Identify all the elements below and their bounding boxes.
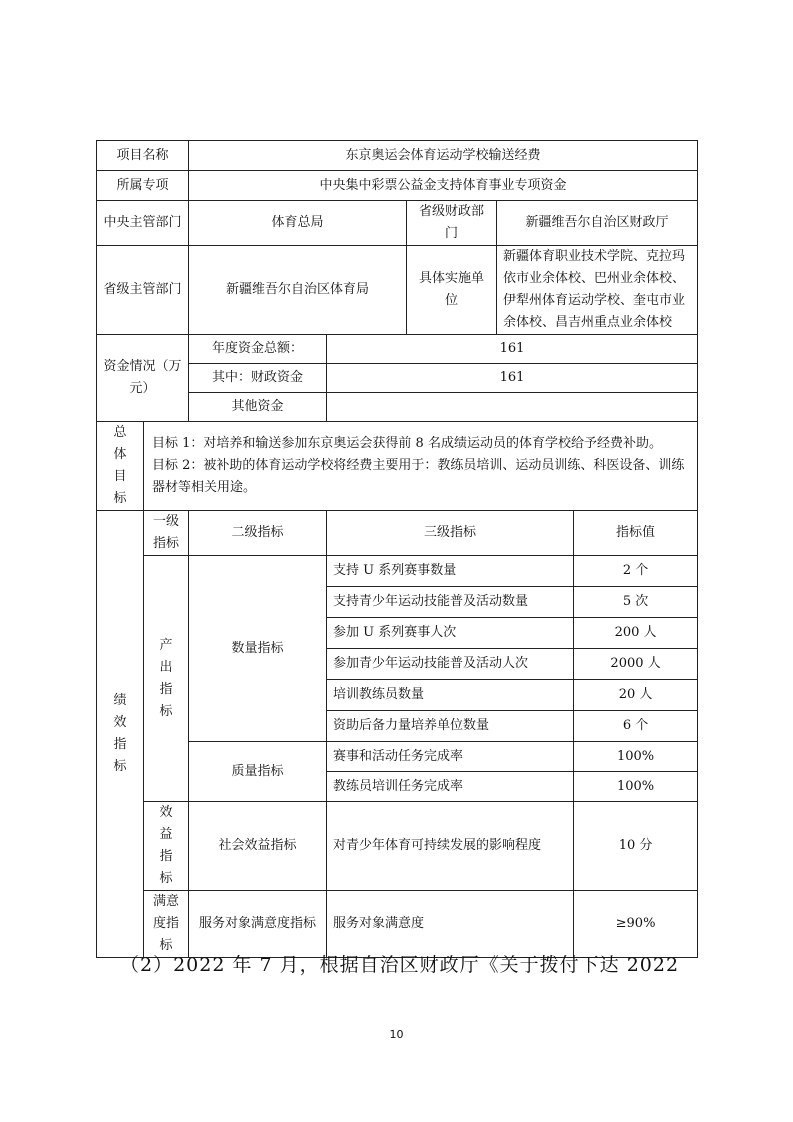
indicator-value: 20 人 (574, 680, 698, 711)
project-name-label: 项目名称 (97, 141, 189, 171)
impl-unit-value: 新疆体育职业技术学院、克拉玛依市业余体校、巴州业余体校、伊犁州体育运动学校、奎屯市业余体校、昌吉州重点业余体校 (497, 246, 698, 335)
indicator-name: 支持青少年运动技能普及活动数量 (327, 587, 574, 618)
indicator-name: 支持 U 系列赛事数量 (327, 556, 574, 587)
goal-1: 目标 1：对培养和输送参加东京奥运会获得前 8 名成绩运动员的体育学校给予经费补助。 (152, 436, 662, 451)
indicator-name: 参加青少年运动技能普及活动人次 (327, 649, 574, 680)
indicator-value: 100% (574, 772, 698, 802)
indicator-value: 5 次 (574, 587, 698, 618)
indicator-value: 2 个 (574, 556, 698, 587)
indicator-name: 培训教练员数量 (327, 680, 574, 711)
goals-label-text: 总 体 目 标 (113, 425, 127, 506)
output-label-text: 产 出 指 标 (159, 637, 173, 719)
special-fund-value: 中央集中彩票公益金支持体育事业专项资金 (189, 171, 698, 201)
quantity-label: 数量指标 (189, 556, 327, 742)
indicators-label (97, 511, 144, 958)
funds-label: 资金情况（万元） (97, 335, 189, 422)
prov-finance-label: 省级财政部门 (407, 201, 497, 246)
satisfaction-label: 满意度指标 (144, 891, 189, 958)
goals-content (144, 422, 698, 511)
header-level3: 三级指标 (327, 511, 574, 556)
header-level1: 一级指标 (144, 511, 189, 556)
indicator-value: 6 个 (574, 711, 698, 742)
page-number: 10 (389, 1028, 404, 1041)
header-level2: 二级指标 (189, 511, 327, 556)
funds-other-value (327, 393, 698, 422)
benefit-label (144, 802, 189, 891)
funds-fiscal-label: 其中：财政资金 (189, 364, 327, 393)
indicator-name: 教练员培训任务完成率 (327, 772, 574, 802)
indicator-name: 资助后备力量培养单位数量 (327, 711, 574, 742)
service-satisfaction-label: 服务对象满意度指标 (189, 891, 327, 958)
benefit-label-text: 效 益 指 标 (159, 805, 173, 886)
body-paragraph: （2）2022 年 7 月，根据自治区财政厅《关于拨付下达 2022 (120, 954, 680, 976)
indicator-name: 参加 U 系列赛事人次 (327, 618, 574, 649)
indicator-name: 服务对象满意度 (327, 891, 574, 958)
indicators-label-text: 绩 效 指 标 (113, 693, 127, 774)
goal-2: 目标 2：被补助的体育运动学校将经费主要用于：教练员培训、运动员训练、科医设备、训练器材等相关用途。 (152, 458, 685, 495)
project-name-value: 东京奥运会体育运动学校输送经费 (189, 141, 698, 171)
indicator-value: 2000 人 (574, 649, 698, 680)
funds-other-label: 其他资金 (189, 393, 327, 422)
indicator-name: 赛事和活动任务完成率 (327, 742, 574, 772)
goals-label (97, 422, 144, 511)
social-benefit-label: 社会效益指标 (189, 802, 327, 891)
output-label (144, 556, 189, 802)
indicator-value: 200 人 (574, 618, 698, 649)
funds-total-label: 年度资金总额： (189, 335, 327, 364)
indicator-value: 10 分 (574, 802, 698, 891)
prov-finance-value: 新疆维吾尔自治区财政厅 (497, 201, 698, 246)
header-value: 指标值 (574, 511, 698, 556)
prov-dept-value: 新疆维吾尔自治区体育局 (189, 246, 407, 335)
central-dept-label: 中央主管部门 (97, 201, 189, 246)
prov-dept-label: 省级主管部门 (97, 246, 189, 335)
indicator-value: 100% (574, 742, 698, 772)
indicator-value: ≥90% (574, 891, 698, 958)
central-dept-value: 体育总局 (189, 201, 407, 246)
impl-unit-label: 具体实施单位 (407, 246, 497, 335)
indicator-name: 对青少年体育可持续发展的影响程度 (327, 802, 574, 891)
special-fund-label: 所属专项 (97, 171, 189, 201)
project-table (96, 140, 698, 958)
funds-total-value: 161 (327, 335, 698, 364)
quality-label: 质量指标 (189, 742, 327, 802)
funds-fiscal-value: 161 (327, 364, 698, 393)
